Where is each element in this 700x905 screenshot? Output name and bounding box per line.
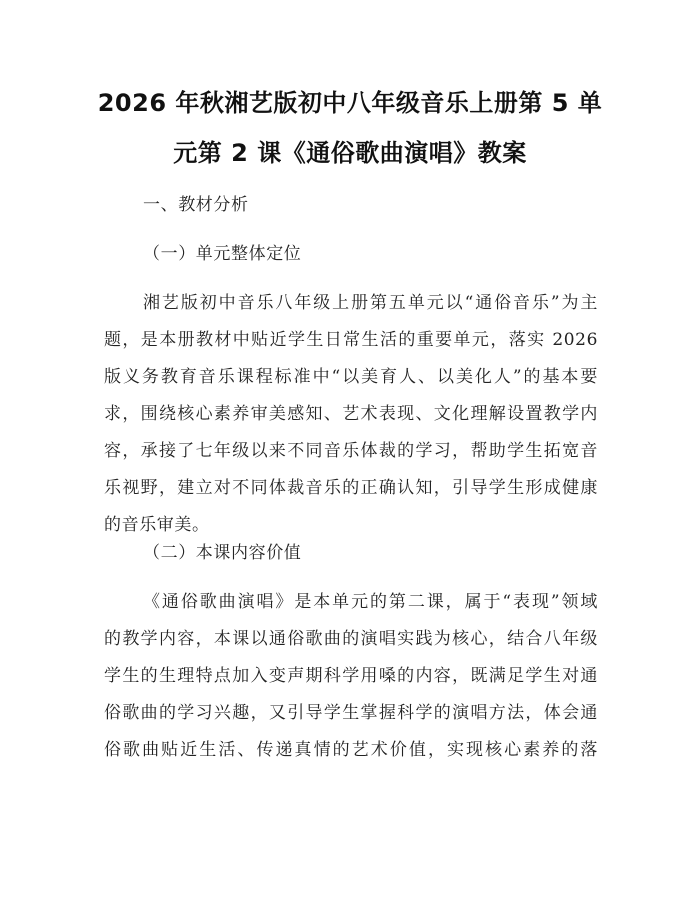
section-heading-textbook-analysis: 一、教材分析 [143, 195, 249, 215]
paragraph-line: 题，是本册教材中贴近学生日常生活的重要单元，落实 2026 [104, 330, 598, 350]
paragraph-unit-positioning [104, 285, 598, 544]
paragraph-line: 容，承接了七年级以来不同音乐体裁的学习，帮助学生拓宽音 [104, 441, 598, 461]
title-line-2: 元第 2 课《通俗歌曲演唱》教案 [173, 139, 527, 167]
subsection-heading-unit-positioning: （一）单元整体定位 [143, 244, 302, 264]
paragraph-line: 俗歌曲的学习兴趣，又引导学生掌握科学的演唱方法，体会通 [104, 703, 598, 723]
paragraph-line: 湘艺版初中音乐八年级上册第五单元以“通俗音乐”为主 [143, 293, 598, 313]
subsection-heading-lesson-value: （二）本课内容价值 [143, 543, 302, 563]
paragraph-line: 的音乐审美。 [104, 515, 210, 535]
paragraph-lesson-value [104, 584, 598, 769]
paragraph-line: 的教学内容，本课以通俗歌曲的演唱实践为核心，结合八年级 [104, 629, 598, 649]
paragraph-line: 版义务教育音乐课程标准中“以美育人、以美化人”的基本要 [104, 367, 598, 387]
paragraph-line: 乐视野，建立对不同体裁音乐的正确认知，引导学生形成健康 [104, 478, 598, 498]
paragraph-line: 《通俗歌曲演唱》是本单元的第二课，属于“表现”领域 [143, 592, 598, 612]
title-line-1: 2026 年秋湘艺版初中八年级音乐上册第 5 单 [97, 89, 603, 117]
document-title [90, 78, 610, 178]
paragraph-line: 俗歌曲贴近生活、传递真情的艺术价值，实现核心素养的落 [104, 740, 598, 760]
paragraph-line: 求，围绕核心素养审美感知、艺术表现、文化理解设置教学内 [104, 404, 598, 424]
paragraph-line: 学生的生理特点加入变声期科学用嗓的内容，既满足学生对通 [104, 666, 598, 686]
